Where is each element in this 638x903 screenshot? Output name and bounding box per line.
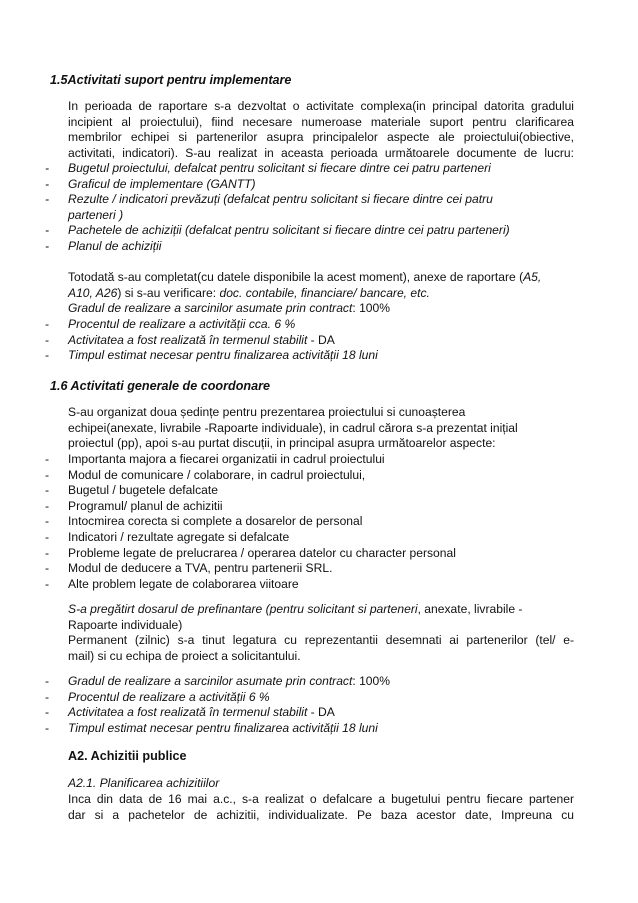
section-1-5-annex-paragraph	[68, 270, 574, 317]
section-1-5-docs-list	[45, 161, 580, 255]
section-a2-1-text	[68, 792, 574, 823]
list-item: - Graficul de implementare (GANTT)	[45, 176, 256, 191]
text-line: Totodată s-au completat(cu datele disponibile la acest moment), anexe de raportare (A5,	[68, 270, 542, 284]
subsection-heading-a2-1: A2.1. Planificarea achizitiilor	[68, 776, 220, 790]
text-line: Gradul de realizare a sarcinilor asumate prin contract: 100%	[68, 301, 390, 316]
list-item: - Intocmirea corecta si complete a dosarelor de personal	[45, 514, 363, 529]
list-item: - Rezulte / indicatori prevăzuți (defalcat pentru solicitant si fiecare dintre cei patru	[45, 192, 493, 207]
text-line: In perioada de raportare s-a dezvoltat o activitate complexa(in principal datorita gradului	[68, 99, 574, 113]
list-item: - Alte problem legate de colaborarea viitoare	[45, 576, 299, 591]
text-line: Inca din data de 16 mai a.c., s-a realizat o defalcare a bugetului pentru fiecare partener	[68, 792, 574, 806]
list-item: - Importanta majora a fiecarei organizatii in cadrul proiectului	[45, 452, 385, 466]
list-item: - Probleme legate de prelucrarea / operarea datelor cu character personal	[45, 545, 456, 560]
list-item: - Activitatea a fost realizată în termenul stabilit - DA	[45, 332, 335, 347]
list-item: - Bugetul / bugetele defalcate	[45, 483, 218, 498]
list-item: - Procentul de realizare a activității cca. 6 %	[45, 317, 296, 331]
text-line: proiectul (pp), apoi s-au purtat discuții, in principal asupra următoarelor aspecte:	[68, 436, 496, 451]
list-item: - Modul de comunicare / colaborare, in cadrul proiectului,	[45, 467, 366, 482]
text-line: Permanent (zilnic) s-a tinut legatura cu reprezentantii desemnati ai partenerilor (tel/ e-	[68, 633, 574, 648]
section-1-5-intro	[68, 99, 574, 161]
text-line: dar si a pachetelor de achizitii, individualizate. Pe baza acestor date, Impreuna cu	[68, 807, 574, 822]
text-line: S-a pregătirt dosarul de prefinantare (pentru solicitant si parteneri, anexate, livrabile -	[68, 602, 523, 616]
list-item: - Activitatea a fost realizată în termenul stabilit - DA	[45, 705, 335, 720]
text-line: A10, A26) si s-au verificare: doc. contabile, financiare/ bancare, etc.	[68, 285, 430, 300]
list-item: - Programul/ planul de achizitii	[45, 498, 223, 513]
list-item: - Timpul estimat necesar pentru finalizarea activității 18 luni	[45, 348, 378, 363]
list-item: - Procentul de realizare a activității 6 %	[45, 689, 270, 704]
section-heading-1-5: 1.5Activitati suport pentru implementare	[50, 73, 292, 87]
section-1-6-stats-list	[45, 674, 580, 736]
text-line: membrilor echipei si partenerilor asupra principalelor aspecte ale proiectului(obiective,	[68, 130, 574, 145]
list-item: - Planul de achiziții	[45, 238, 162, 253]
list-item: - Bugetul proiectului, defalcat pentru solicitant si fiecare dintre cei patru parteneri	[45, 161, 491, 175]
section-1-5-stats-list	[45, 317, 580, 364]
list-item: - Gradul de realizare a sarcinilor asumate prin contract: 100%	[45, 674, 390, 688]
section-1-6-intro	[68, 405, 574, 452]
text-line: Rapoarte individuale)	[68, 617, 183, 632]
list-item: - Modul de deducere a TVA, pentru partenerii SRL.	[45, 561, 333, 576]
prefinantare-paragraph	[68, 602, 574, 664]
text-line: echipei(anexate, livrabile -Rapoarte individuale), in cadrul cărora s-a prezentat inițial	[68, 420, 518, 435]
text-line: activitati, indicatori). S-au realizat in aceasta perioada următoarele documente de lucru:	[68, 145, 574, 160]
list-item: - Timpul estimat necesar pentru finalizarea activității 18 luni	[45, 720, 378, 735]
list-item-continuation: parteneri )	[68, 207, 124, 222]
list-item: - Indicatori / rezultate agregate si defalcate	[45, 529, 290, 544]
text-line: S-au organizat doua ședințe pentru prezentarea proiectului si cunoașterea	[68, 405, 466, 419]
section-1-6-aspects-list	[45, 452, 580, 592]
section-heading-a2: A2. Achizitii publice	[68, 749, 187, 763]
list-item: - Pachetele de achiziții (defalcat pentru solicitant si fiecare dintre cei patru parteneri)	[45, 223, 510, 238]
text-line: mail) si cu echipa de proiect a solicitantului.	[68, 648, 301, 663]
text-line: incipient al proiectului), fiind necesare numeroase materiale suport pentru clarificarea	[68, 114, 574, 129]
section-heading-1-6: 1.6 Activitati generale de coordonare	[50, 379, 270, 393]
